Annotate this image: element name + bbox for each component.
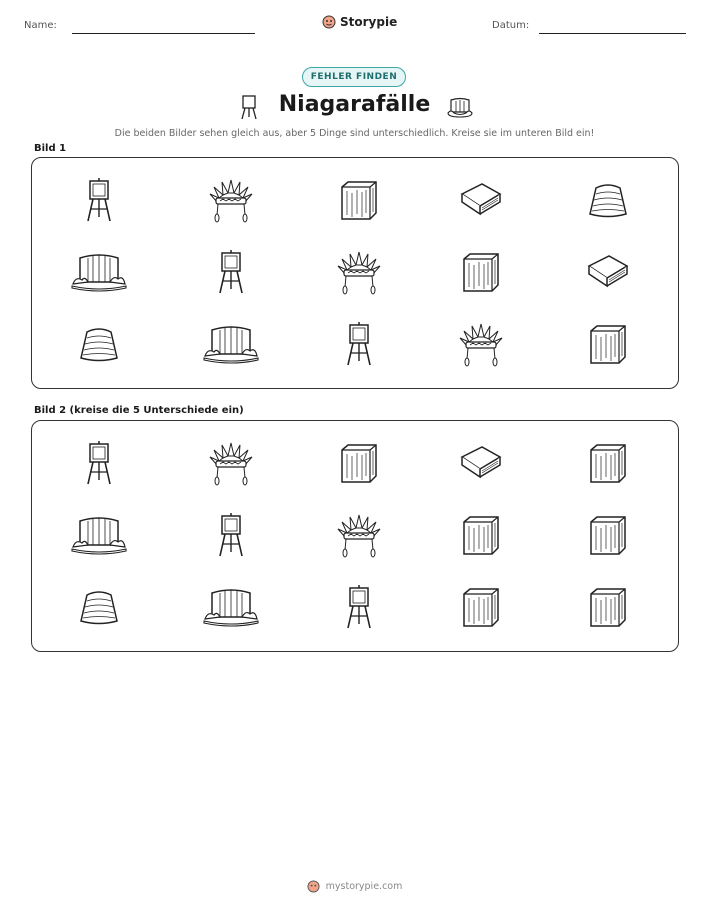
name-label: Name: [24, 20, 57, 31]
headdress-icon[interactable] [458, 321, 504, 367]
book-icon[interactable] [585, 252, 631, 292]
picture-panel-1 [31, 157, 679, 389]
footer [0, 880, 709, 893]
rock-cube-icon[interactable] [460, 251, 502, 293]
brand-name: Storypie [340, 15, 398, 29]
easel-icon[interactable] [216, 249, 246, 295]
headdress-icon[interactable] [208, 177, 254, 223]
waterfall-icon[interactable] [202, 585, 260, 629]
instructions: Die beiden Bilder sehen gleich aus, aber 5 Dinge sind unterschiedlich. Kreise sie im unteren Bild ein! [114, 128, 595, 139]
rock-cube-icon[interactable] [460, 514, 502, 556]
date-label: Datum: [492, 20, 530, 31]
date-line[interactable] [539, 33, 686, 34]
rock-cube-icon[interactable] [587, 323, 629, 365]
waterfall-icon[interactable] [202, 322, 260, 366]
headdress-icon[interactable] [336, 249, 382, 295]
rock-mound-icon[interactable] [586, 180, 630, 220]
waterfall-icon[interactable] [70, 513, 128, 557]
storypie-mascot-icon [322, 15, 336, 29]
easel-icon[interactable] [344, 321, 374, 367]
brand-logo [322, 15, 397, 29]
panel2-label: Bild 2 (kreise die 5 Unterschiede ein) [34, 405, 244, 416]
easel-icon[interactable] [216, 512, 246, 558]
rock-cube-icon[interactable] [338, 179, 380, 221]
book-icon[interactable] [458, 180, 504, 220]
easel-icon[interactable] [84, 177, 114, 223]
footer-url: mystorypie.com [325, 881, 403, 892]
waterfall-icon[interactable] [70, 250, 128, 294]
headdress-icon[interactable] [336, 512, 382, 558]
book-icon[interactable] [458, 443, 504, 483]
picture-panel-2 [31, 420, 679, 652]
panel1-label: Bild 1 [34, 143, 67, 154]
headdress-icon[interactable] [208, 440, 254, 486]
activity-badge: FEHLER FINDEN [302, 67, 406, 87]
rock-cube-icon[interactable] [460, 586, 502, 628]
rock-cube-icon[interactable] [587, 586, 629, 628]
rock-cube-icon[interactable] [587, 442, 629, 484]
name-line[interactable] [72, 33, 255, 34]
rock-mound-icon[interactable] [77, 587, 121, 627]
storypie-mascot-icon [307, 880, 320, 893]
easel-icon[interactable] [344, 584, 374, 630]
waterfall-icon [446, 96, 474, 118]
rock-cube-icon[interactable] [338, 442, 380, 484]
rock-cube-icon[interactable] [587, 514, 629, 556]
rock-mound-icon[interactable] [77, 324, 121, 364]
page-title: Niagarafälle [278, 92, 431, 117]
easel-icon[interactable] [84, 440, 114, 486]
